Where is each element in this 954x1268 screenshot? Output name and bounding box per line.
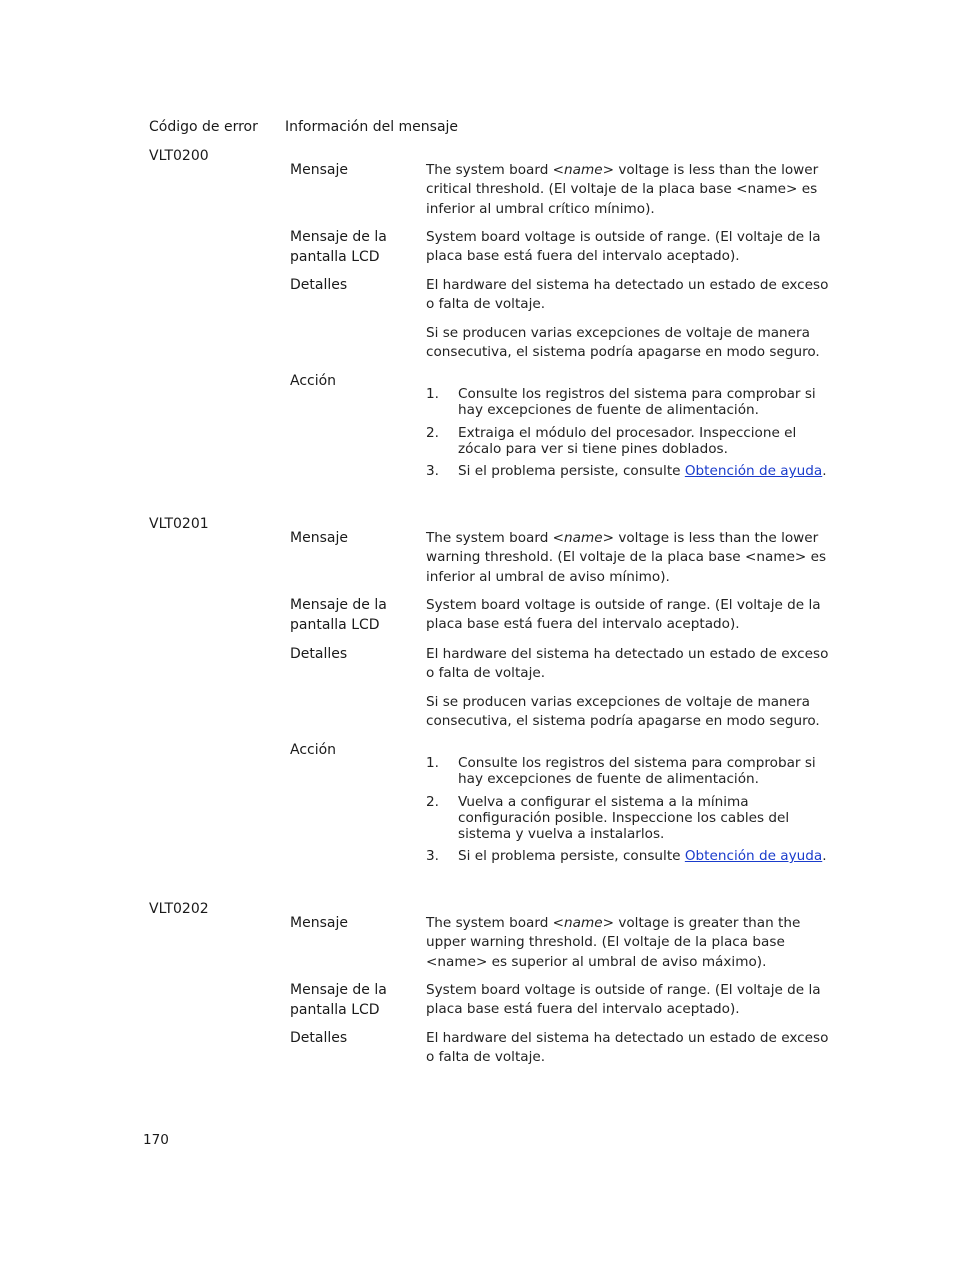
list-item: 2. Vuelva a configurar el sistema a la mínima configuración posible. Inspeccione los cables del sistema y vuelva a instalarlos. <box>426 793 790 843</box>
help-link[interactable]: Obtención de ayuda <box>684 848 823 865</box>
label-details: Detalles <box>290 646 348 662</box>
details-text: Si se producen varias excepciones de voltaje de manera consecutiva, el sistema podría apagarse en modo seguro. <box>426 325 820 361</box>
lcd-message-text: System board voltage is outside of range. (El voltaje de la placa base está fuera del intervalo aceptado). <box>426 597 821 633</box>
label-lcd-message: Mensaje de la pantalla LCD <box>290 982 387 1018</box>
header-message-info: Información del mensaje <box>285 119 459 135</box>
label-action: Acción <box>290 373 337 389</box>
label-lcd-message: Mensaje de la pantalla LCD <box>290 597 387 633</box>
list-item: 3. Si el problema persiste, consulte Obtención de ayuda. <box>426 848 827 865</box>
label-action: Acción <box>290 742 337 758</box>
action-steps <box>426 755 836 865</box>
page-number: 170 <box>143 1132 169 1148</box>
message-text: The system board <name> voltage is less than the lower warning threshold. (El voltaje de la placa base <name> es inferior al umbral de aviso mínimo). <box>426 530 827 585</box>
list-item: 2. Extraiga el módulo del procesador. Inspeccione el zócalo para ver si tiene pines doblados. <box>426 424 797 457</box>
error-code: VLT0201 <box>149 516 209 532</box>
label-message: Mensaje <box>290 162 348 178</box>
details-text: El hardware del sistema ha detectado un estado de exceso o falta de voltaje. <box>426 646 829 682</box>
help-link[interactable]: Obtención de ayuda <box>684 463 823 480</box>
list-item: 1. Consulte los registros del sistema para comprobar si hay excepciones de fuente de alimentación. <box>426 386 816 419</box>
message-text: The system board <name> voltage is greater than the upper warning threshold. (El voltaje de la placa base <name> es superior al umbral de aviso máximo). <box>426 915 801 970</box>
header-error-code: Código de error <box>149 119 258 135</box>
action-steps <box>426 386 836 479</box>
error-code: VLT0200 <box>149 148 209 164</box>
label-details: Detalles <box>290 277 348 293</box>
list-item: 1. Consulte los registros del sistema para comprobar si hay excepciones de fuente de alimentación. <box>426 755 816 788</box>
label-details: Detalles <box>290 1030 348 1046</box>
lcd-message-text: System board voltage is outside of range. (El voltaje de la placa base está fuera del intervalo aceptado). <box>426 982 821 1018</box>
label-message: Mensaje <box>290 915 348 931</box>
error-code: VLT0202 <box>149 901 209 917</box>
list-item: 3. Si el problema persiste, consulte Obtención de ayuda. <box>426 463 827 480</box>
details-text: El hardware del sistema ha detectado un estado de exceso o falta de voltaje. <box>426 277 829 313</box>
lcd-message-text: System board voltage is outside of range. (El voltaje de la placa base está fuera del intervalo aceptado). <box>426 229 821 265</box>
message-text: The system board <name> voltage is less than the lower critical threshold. (El voltaje de la placa base <name> es inferior al umbral crítico mínimo). <box>426 162 819 217</box>
label-message: Mensaje <box>290 530 348 546</box>
details-text: Si se producen varias excepciones de voltaje de manera consecutiva, el sistema podría apagarse en modo seguro. <box>426 694 820 730</box>
label-lcd-message: Mensaje de la pantalla LCD <box>290 229 387 265</box>
details-text: El hardware del sistema ha detectado un estado de exceso o falta de voltaje. <box>426 1030 829 1066</box>
